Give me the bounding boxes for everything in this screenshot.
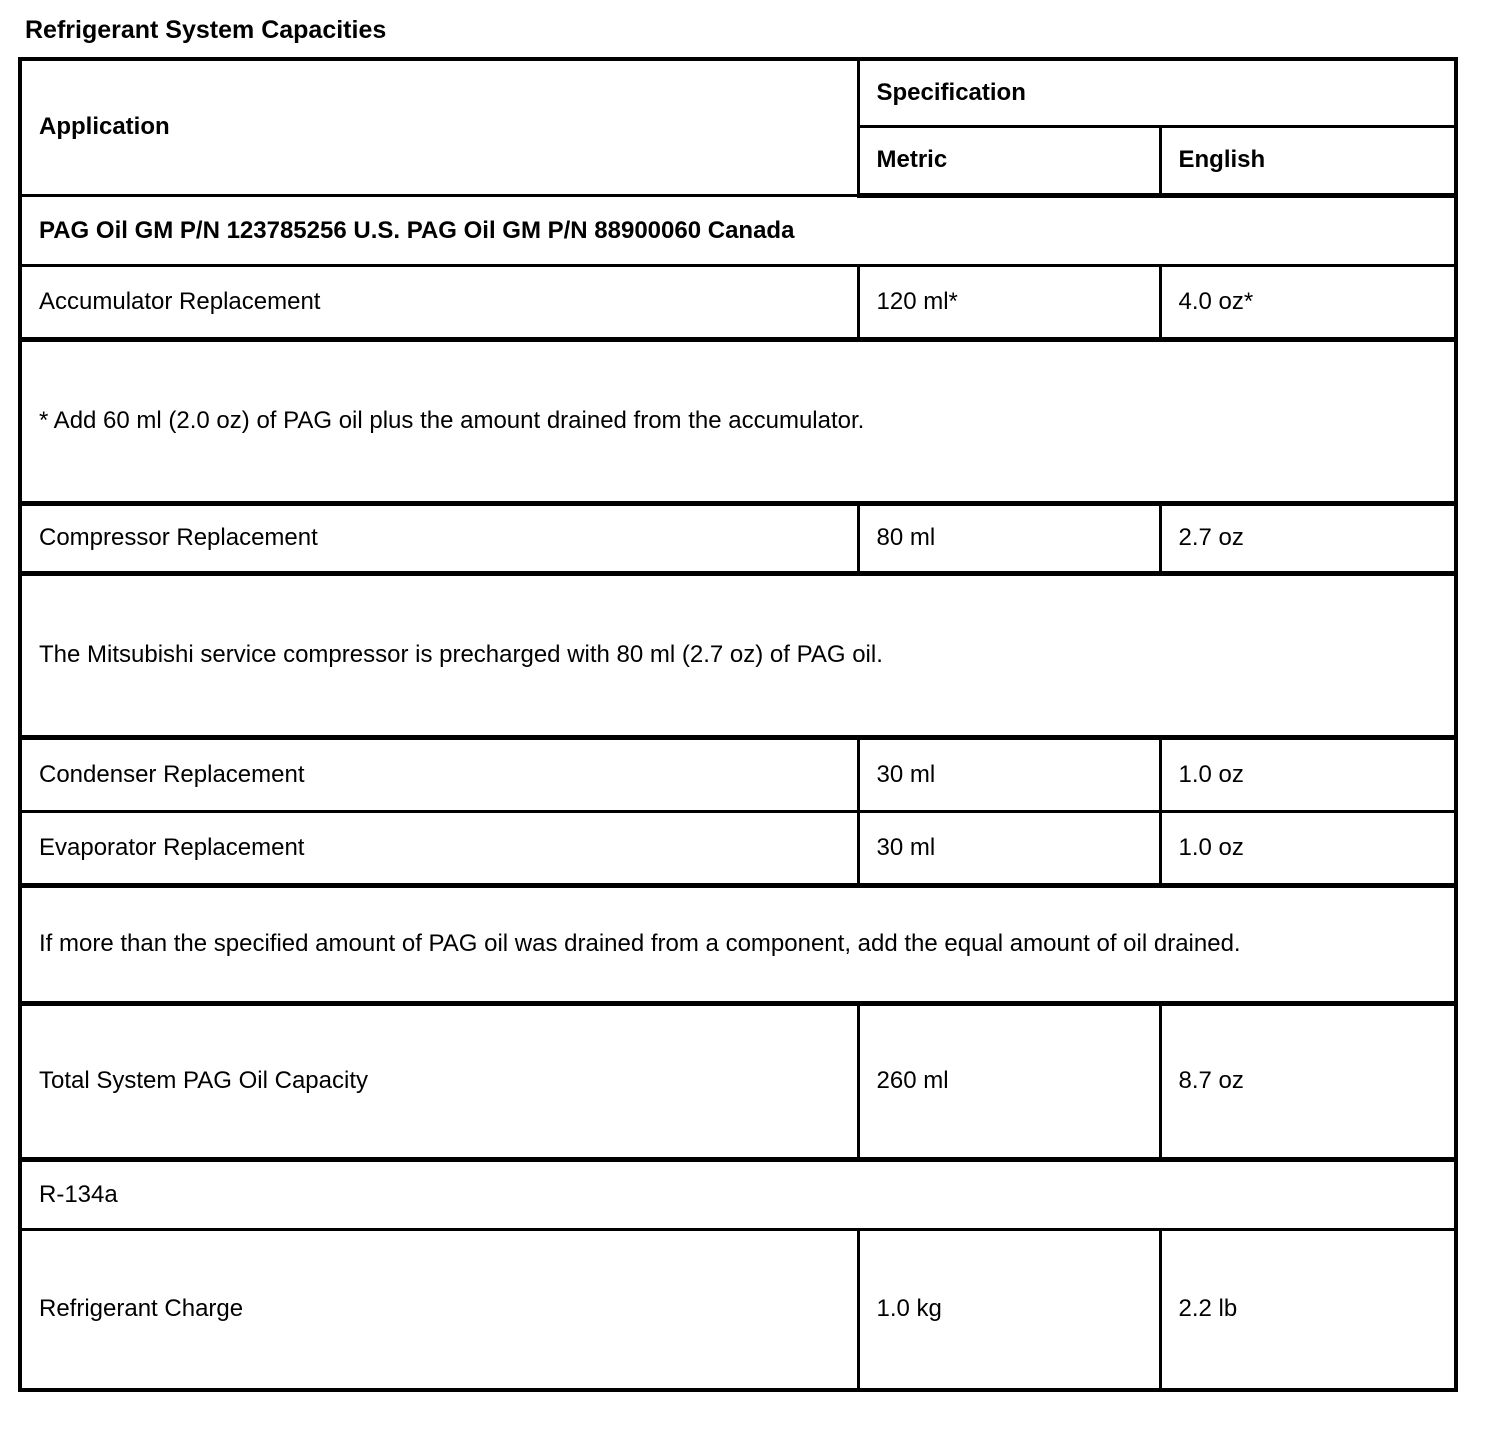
table-row-evaporator-replacement	[20, 811, 1456, 885]
table-row-compressor-replacement	[20, 503, 1456, 573]
application-cell: Evaporator Replacement	[20, 811, 858, 885]
note-row-compressor	[20, 573, 1456, 737]
note-row-drained-oil	[20, 885, 1456, 1003]
application-cell: Total System PAG Oil Capacity	[20, 1003, 858, 1159]
table-row-accumulator-replacement	[20, 265, 1456, 339]
table-row-condenser-replacement	[20, 737, 1456, 811]
english-value-cell: 2.7 oz	[1160, 503, 1456, 573]
section-label-pag-oil: PAG Oil GM P/N 123785256 U.S. PAG Oil GM P/N 88900060 Canada	[20, 195, 1456, 265]
column-header-specification: Specification	[858, 59, 1456, 126]
note-text: * Add 60 ml (2.0 oz) of PAG oil plus the amount drained from the accumulator.	[20, 339, 1456, 503]
section-row-pag-oil	[20, 195, 1456, 265]
english-value-cell: 4.0 oz*	[1160, 265, 1456, 339]
table-row-refrigerant-charge	[20, 1229, 1456, 1390]
application-cell: Condenser Replacement	[20, 737, 858, 811]
english-value-cell: 1.0 oz	[1160, 737, 1456, 811]
metric-value-cell: 1.0 kg	[858, 1229, 1160, 1390]
english-value-cell: 2.2 lb	[1160, 1229, 1456, 1390]
page-title: Refrigerant System Capacities	[25, 16, 387, 44]
section-row-r134a	[20, 1159, 1456, 1229]
metric-value-cell: 120 ml*	[858, 265, 1160, 339]
metric-value-cell: 30 ml	[858, 811, 1160, 885]
note-row-accumulator	[20, 339, 1456, 503]
section-label-r134a: R-134a	[20, 1159, 1456, 1229]
note-text: The Mitsubishi service compressor is precharged with 80 ml (2.7 oz) of PAG oil.	[20, 573, 1456, 737]
application-cell: Compressor Replacement	[20, 503, 858, 573]
metric-value-cell: 30 ml	[858, 737, 1160, 811]
column-header-application: Application	[20, 59, 858, 195]
column-header-metric: Metric	[858, 126, 1160, 195]
application-cell: Refrigerant Charge	[20, 1229, 858, 1390]
metric-value-cell: 260 ml	[858, 1003, 1160, 1159]
header-row-specification	[20, 59, 1456, 126]
refrigerant-capacities-table	[18, 57, 1458, 1392]
column-header-english: English	[1160, 126, 1456, 195]
metric-value-cell: 80 ml	[858, 503, 1160, 573]
english-value-cell: 1.0 oz	[1160, 811, 1456, 885]
english-value-cell: 8.7 oz	[1160, 1003, 1456, 1159]
table-row-total-system-pag-oil-capacity	[20, 1003, 1456, 1159]
note-text: If more than the specified amount of PAG oil was drained from a component, add the equal amount of oil drained.	[20, 885, 1456, 1003]
application-cell: Accumulator Replacement	[20, 265, 858, 339]
